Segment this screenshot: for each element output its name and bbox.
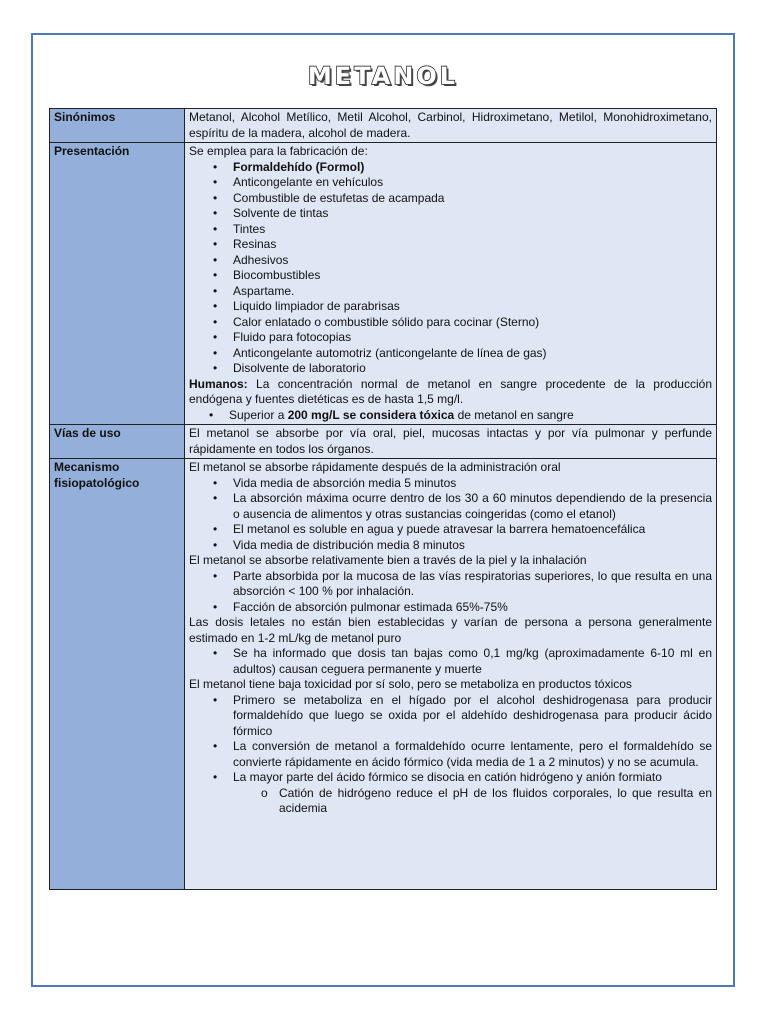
page-frame — [31, 33, 735, 987]
list-item: • Se ha informado que dosis tan bajas como 0,1 mg/kg (aproximadamente 6-10 ml en adultos) causan ceguera permanente y muerte — [233, 646, 712, 677]
row-label-presentacion: Presentación — [50, 143, 185, 425]
list-item: • Parte absorbida por la mucosa de las vías respiratorias superiores, lo que resulta en una absorción < 100 % por inhalación. — [233, 569, 712, 600]
table-row-sinonimos — [50, 109, 717, 143]
mecanismo-list-1 — [189, 476, 712, 554]
table-row-mecanismo — [50, 459, 717, 890]
humanos-paragraph — [189, 377, 712, 408]
row-content-mecanismo — [185, 459, 717, 890]
paragraph: El metanol tiene baja toxicidad por sí solo, pero se metaboliza en productos tóxicos — [189, 677, 632, 691]
humanos-label: Humanos: — [189, 376, 248, 391]
mecanismo-list-2 — [189, 569, 712, 616]
list-item: • Formaldehído (Formol) — [233, 160, 712, 176]
paragraph: Las dosis letales no están bien establecidas y varían de persona a persona generalmente estimado en 1-2 mL/kg de metanol puro — [189, 615, 712, 645]
list-item: • Biocombustibles — [233, 268, 712, 284]
presentacion-intro: Se emplea para la fabricación de: — [189, 144, 368, 158]
list-item: • Combustible de estufetas de acampada — [233, 191, 712, 207]
list-item: • Calor enlatado o combustible sólido para cocinar (Sterno) — [233, 315, 712, 331]
list-item: o Catión de hidrógeno reduce el pH de los fluidos corporales, lo que resulta en acidemia — [279, 786, 712, 817]
list-item: • Anticongelante automotriz (anticongelante de línea de gas) — [233, 346, 712, 362]
paragraph: El metanol se absorbe relativamente bien a través de la piel y la inhalación — [189, 553, 587, 567]
info-table — [49, 108, 717, 890]
list-item: • Tintes — [233, 222, 712, 238]
row-content-presentacion — [185, 143, 717, 425]
list-item: • Disolvente de laboratorio — [233, 361, 712, 377]
list-item: • Fluido para fotocopias — [233, 330, 712, 346]
paragraph: El metanol se absorbe rápidamente después de la administración oral — [189, 460, 561, 474]
humanos-text: La concentración normal de metanol en sangre procedente de la producción endógena y fuentes dietéticas es de hasta 1,5 mg/l. — [189, 376, 712, 406]
list-item: • Superior a 200 mg/L se considera tóxica de metanol en sangre — [229, 408, 712, 424]
row-content-sinonimos: Metanol, Alcohol Metílico, Metil Alcohol, Carbinol, Hidroximetano, Metilol, Monohidroximetano, espíritu de la madera, alcohol de madera. — [185, 109, 717, 143]
list-item: • Anticongelante en vehículos — [233, 175, 712, 191]
mecanismo-sublist — [233, 786, 712, 817]
list-item: • Liquido limpiador de parabrisas — [233, 299, 712, 315]
page-title: METANOL — [307, 62, 459, 90]
row-content-vias: El metanol se absorbe por vía oral, piel, mucosas intactas y por vía pulmonar y perfunde rápidamente en todos los órganos. — [185, 425, 717, 459]
list-item: • Vida media de absorción media 5 minutos — [233, 476, 712, 492]
row-label-sinonimos: Sinónimos — [50, 109, 185, 143]
row-label-vias: Vías de uso — [50, 425, 185, 459]
list-item: • Aspartame. — [233, 284, 712, 300]
list-item: • Resinas — [233, 237, 712, 253]
list-item: • El metanol es soluble en agua y puede atravesar la barrera hematoencefálica — [233, 522, 712, 538]
list-item: • Facción de absorción pulmonar estimada 65%-75% — [233, 600, 712, 616]
mecanismo-list-3 — [189, 646, 712, 677]
mecanismo-list-4 — [189, 693, 712, 817]
list-item: • Vida media de distribución media 8 minutos — [233, 538, 712, 554]
list-item: • Solvente de tintas — [233, 206, 712, 222]
list-item: • La conversión de metanol a formaldehído ocurre lentamente, pero el formaldehído se convierte rápidamente en ácido fórmico (vida media de 1 a 2 minutos) y no se acumula. — [233, 739, 712, 770]
list-item: • La absorción máxima ocurre dentro de los 30 a 60 minutos dependiendo de la presencia o ausencia de alimentos y otras sustancias coingeridas (como el etanol) — [233, 491, 712, 522]
list-item: • Primero se metaboliza en el hígado por el alcohol deshidrogenasa para producir formaldehído que luego se oxida por el aldehído deshidrogenasa para producir ácido fórmico — [233, 693, 712, 740]
list-item: • Adhesivos — [233, 253, 712, 269]
humanos-list — [189, 408, 712, 424]
table-row-presentacion — [50, 143, 717, 425]
table-row-vias — [50, 425, 717, 459]
list-item: • La mayor parte del ácido fórmico se disocia en catión hidrógeno y anión formiato o Catión de hidrógeno reduce el pH de los fluidos corporales, lo que resulta en acidemia — [233, 770, 712, 817]
presentacion-list — [189, 160, 712, 377]
row-label-mecanismo: Mecanismo fisiopatológico — [50, 459, 185, 890]
